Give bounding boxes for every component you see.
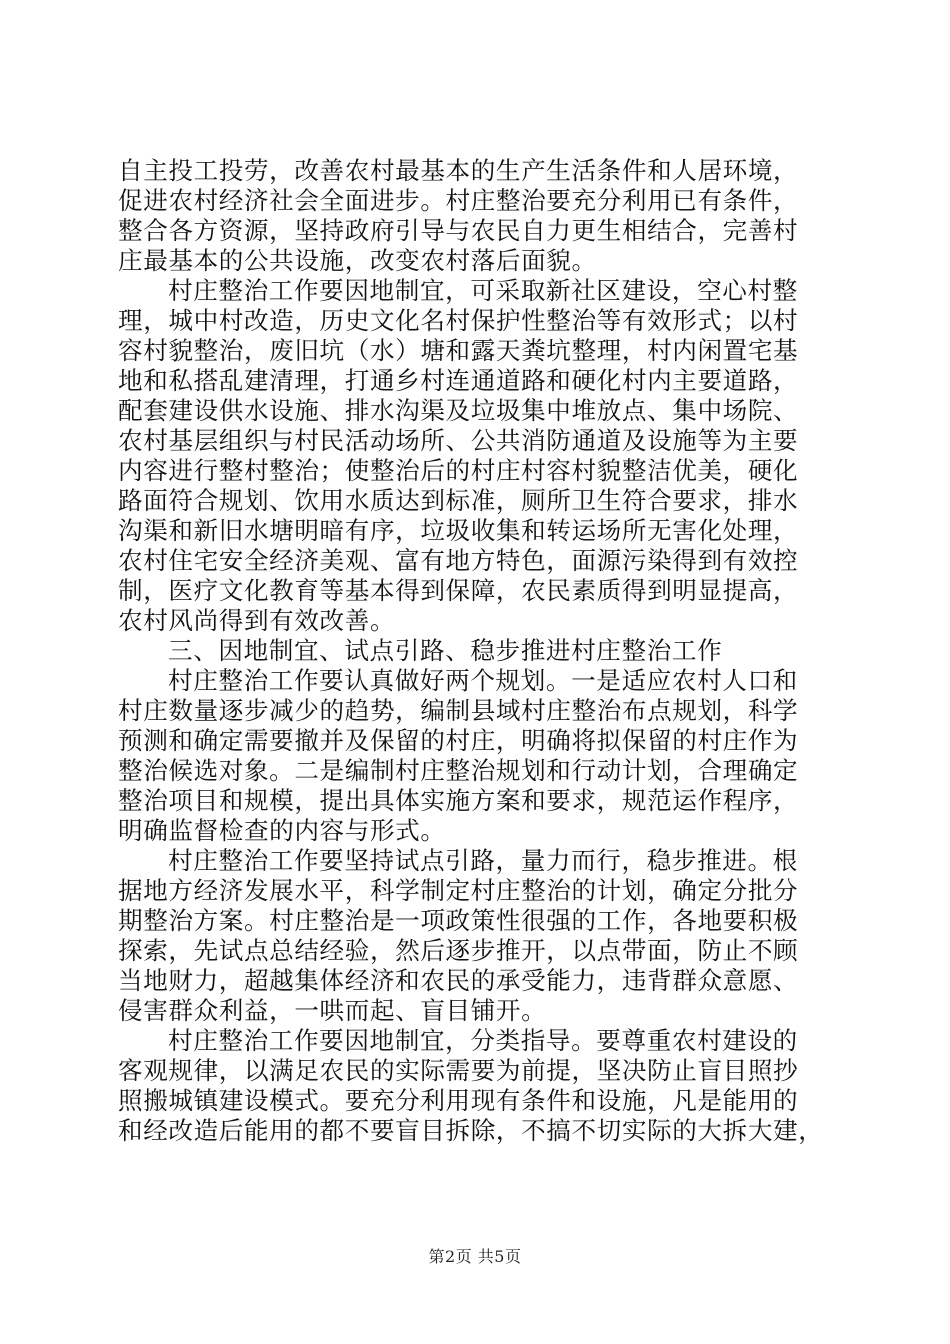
text-line: 探索，先试点总结经验，然后逐步推开，以点带面，防止不顾 (118, 936, 799, 965)
text-line: 沟渠和新旧水塘明暗有序，垃圾收集和转运场所无害化处理， (118, 516, 799, 545)
text-line: 据地方经济发展水平，科学制定村庄整治的计划，确定分批分 (118, 876, 799, 905)
text-line: 村庄整治工作要认真做好两个规划。一是适应农村人口和 (168, 666, 798, 695)
page-footer: 第2页 共5页 (428, 1247, 522, 1266)
text-line: 村庄整治工作要因地制宜，可采取新社区建设，空心村整 (168, 276, 798, 305)
text-line: 三、因地制宜、试点引路、稳步推进村庄整治工作 (168, 636, 723, 665)
text-line: 庄最基本的公共设施，改变农村落后面貌。 (118, 246, 597, 275)
text-line: 和经改造后能用的都不要盲目拆除，不搞不切实际的大拆大建， (118, 1116, 824, 1145)
text-line: 自主投工投劳，改善农村最基本的生产生活条件和人居环境， (118, 156, 799, 185)
text-line: 预测和确定需要撤并及保留的村庄，明确将拟保留的村庄作为 (118, 726, 799, 755)
text-line: 制，医疗文化教育等基本得到保障，农民素质得到明显提高， (118, 576, 799, 605)
text-line: 期整治方案。村庄整治是一项政策性很强的工作，各地要积极 (118, 906, 799, 935)
text-line: 农村基层组织与村民活动场所、公共消防通道及设施等为主要 (118, 426, 799, 455)
text-line: 配套建设供水设施、排水沟渠及垃圾集中堆放点、集中场院、 (118, 396, 799, 425)
text-line: 农村住宅安全经济美观、富有地方特色，面源污染得到有效控 (118, 546, 799, 575)
text-line: 村庄整治工作要因地制宜，分类指导。要尊重农村建设的 (168, 1026, 798, 1055)
text-line: 明确监督检查的内容与形式。 (118, 816, 446, 845)
text-line: 当地财力，超越集体经济和农民的承受能力，违背群众意愿、 (118, 966, 799, 995)
text-line: 农村风尚得到有效改善。 (118, 606, 396, 635)
text-line: 路面符合规划、饮用水质达到标准，厕所卫生符合要求，排水 (118, 486, 799, 515)
text-line: 村庄整治工作要坚持试点引路，量力而行，稳步推进。根 (168, 846, 798, 875)
text-line: 整治候选对象。二是编制村庄整治规划和行动计划，合理确定 (118, 756, 799, 785)
text-line: 整治项目和规模，提出具体实施方案和要求，规范运作程序， (118, 786, 799, 815)
text-line: 村庄数量逐步减少的趋势，编制县域村庄整治布点规划，科学 (118, 696, 799, 725)
text-line: 侵害群众利益，一哄而起、盲目铺开。 (118, 996, 547, 1025)
text-line: 容村貌整治，废旧坑（水）塘和露天粪坑整理，村内闲置宅基 (118, 336, 799, 365)
document-body (118, 156, 848, 1146)
text-line: 促进农村经济社会全面进步。村庄整治要充分利用已有条件， (118, 186, 799, 215)
text-line: 照搬城镇建设模式。要充分利用现有条件和设施，凡是能用的 (118, 1086, 799, 1115)
text-line: 客观规律，以满足农民的实际需要为前提，坚决防止盲目照抄 (118, 1056, 799, 1085)
text-line: 地和私搭乱建清理，打通乡村连通道路和硬化村内主要道路， (118, 366, 799, 395)
text-line: 内容进行整村整治；使整治后的村庄村容村貌整洁优美，硬化 (118, 456, 799, 485)
text-line: 理，城中村改造，历史文化名村保护性整治等有效形式；以村 (118, 306, 799, 335)
text-line: 整合各方资源，坚持政府引导与农民自力更生相结合，完善村 (118, 216, 799, 245)
